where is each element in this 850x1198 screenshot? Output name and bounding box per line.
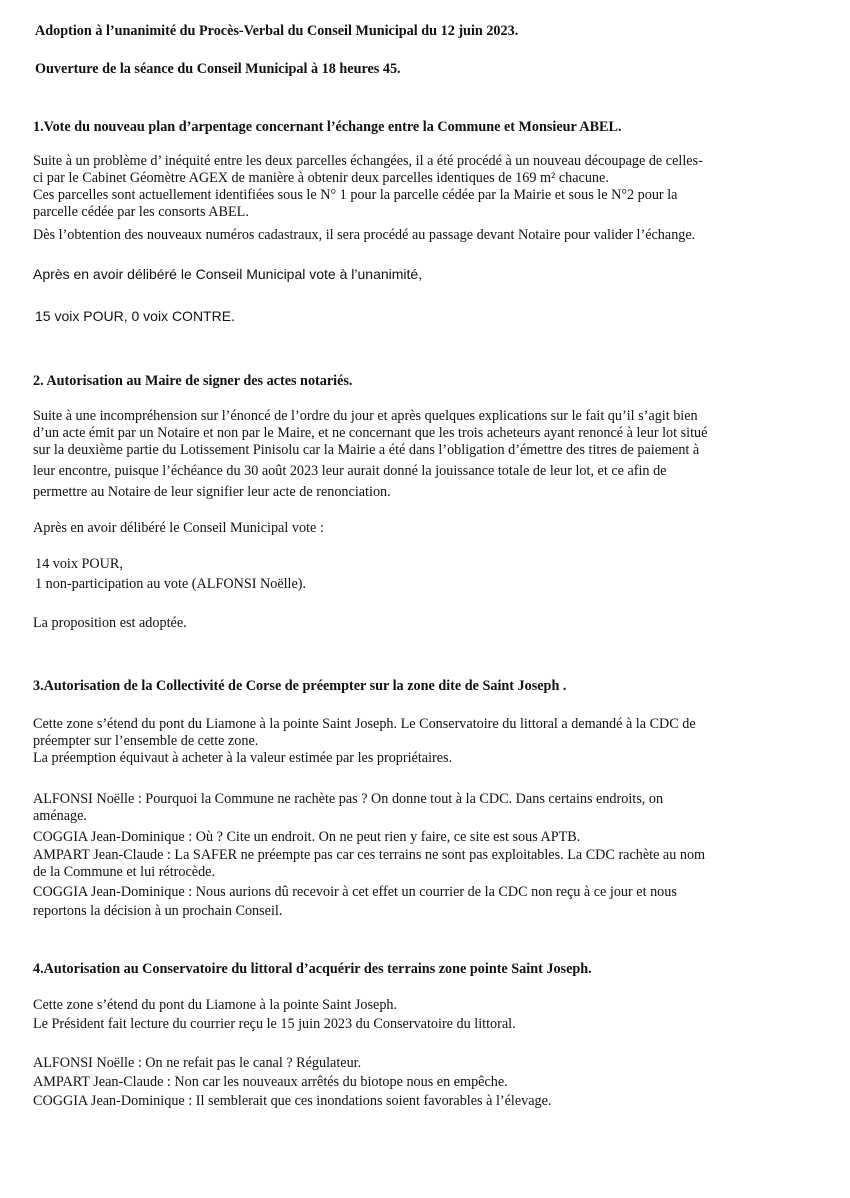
adoption-statement: Adoption à l’unanimité du Procès-Verbal du Conseil Municipal du 12 juin 2023. <box>35 23 519 39</box>
section-3-dialogue-line: COGGIA Jean-Dominique : Où ? Cite un endroit. On ne peut rien y faire, ce site est sous APTB. <box>33 829 581 845</box>
section-2-text-line: sur la deuxième partie du Lotissement Pinisolu car la Mairie a été dans l’obligation d’émettre des titres de paiement à <box>33 442 700 458</box>
section-1-vote-result: 15 voix POUR, 0 voix CONTRE. <box>35 308 235 324</box>
section-3-dialogue-line: ALFONSI Noëlle : Pourquoi la Commune ne rachète pas ? On donne tout à la CDC. Dans certains endroits, on <box>33 791 664 807</box>
section-1-text-line: Dès l’obtention des nouveaux numéros cadastraux, il sera procédé au passage devant Notaire pour valider l’échange. <box>33 227 696 243</box>
section-2-vote-intro: Après en avoir délibéré le Conseil Municipal vote : <box>33 520 324 536</box>
section-2-text-line: d’un acte émit par un Notaire et non par le Maire, et ne concernant que les trois acheteurs ayant renoncé à leur lot situé <box>33 425 708 441</box>
section-3-dialogue-line: COGGIA Jean-Dominique : Nous aurions dû recevoir à cet effet un courrier de la CDC non reçu à ce jour et nous <box>33 884 677 900</box>
section-1-vote-intro: Après en avoir délibéré le Conseil Municipal vote à l’unanimité, <box>33 266 423 282</box>
section-4-dialogue-line: COGGIA Jean-Dominique : Il semblerait que ces inondations soient favorables à l’élevage. <box>33 1093 552 1109</box>
section-1-text-line: Ces parcelles sont actuellement identifiées sous le N° 1 pour la parcelle cédée par la Mairie et sous le N°2 pour la <box>33 187 678 203</box>
section-4-dialogue-line: AMPART Jean-Claude : Non car les nouveaux arrêtés du biotope nous en empêche. <box>33 1074 508 1090</box>
section-2-text-line: Suite à une incompréhension sur l’énoncé de l’ordre du jour et après quelques explications sur le fait qu’il s’agit bien <box>33 408 698 424</box>
section-1-text-line: ci par le Cabinet Géomètre AGEX de manière à obtenir deux parcelles identiques de 169 m² chacune. <box>33 170 609 186</box>
section-4-text-line: Le Président fait lecture du courrier reçu le 15 juin 2023 du Conservatoire du littoral. <box>33 1016 516 1032</box>
section-3-dialogue-line: reportons la décision à un prochain Conseil. <box>33 903 283 919</box>
section-2-conclusion: La proposition est adoptée. <box>33 615 187 631</box>
section-3-dialogue-line: de la Commune et lui rétrocède. <box>33 864 216 880</box>
section-2-title: 2. Autorisation au Maire de signer des actes notariés. <box>33 373 353 389</box>
section-4-text-line: Cette zone s’étend du pont du Liamone à la pointe Saint Joseph. <box>33 997 398 1013</box>
section-3-title: 3.Autorisation de la Collectivité de Corse de préempter sur la zone dite de Saint Joseph . <box>33 678 567 694</box>
section-1-title: 1.Vote du nouveau plan d’arpentage concernant l’échange entre la Commune et Monsieur ABEL. <box>33 119 622 135</box>
section-2-text-line: leur encontre, puisque l’échéance du 30 août 2023 leur aurait donné la jouissance totale de leur lot, et ce afin de <box>33 463 667 479</box>
section-3-dialogue-line: AMPART Jean-Claude : La SAFER ne préempte pas car ces terrains ne sont pas exploitables. La CDC rachète au nom <box>33 847 706 863</box>
section-4-dialogue-line: ALFONSI Noëlle : On ne refait pas le canal ? Régulateur. <box>33 1055 362 1071</box>
section-2-vote-line: 1 non-participation au vote (ALFONSI Noëlle). <box>35 576 307 592</box>
section-3-text-line: La préemption équivaut à acheter à la valeur estimée par les propriétaires. <box>33 750 453 766</box>
session-opening: Ouverture de la séance du Conseil Municipal à 18 heures 45. <box>35 61 401 77</box>
section-3-text-line: préempter sur l’ensemble de cette zone. <box>33 733 259 749</box>
section-1-text-line: parcelle cédée par les consorts ABEL. <box>33 204 249 220</box>
section-2-vote-line: 14 voix POUR, <box>35 556 123 572</box>
section-3-text-line: Cette zone s’étend du pont du Liamone à la pointe Saint Joseph. Le Conservatoire du littoral a demandé à la CDC de <box>33 716 696 732</box>
section-4-title: 4.Autorisation au Conservatoire du littoral d’acquérir des terrains zone pointe Saint Joseph. <box>33 961 592 977</box>
section-1-text-line: Suite à un problème d’ inéquité entre les deux parcelles échangées, il a été procédé à un nouveau découpage de celles- <box>33 153 703 169</box>
section-3-dialogue-line: aménage. <box>33 808 87 824</box>
section-2-text-line: permettre au Notaire de leur signifier leur acte de renonciation. <box>33 484 391 500</box>
